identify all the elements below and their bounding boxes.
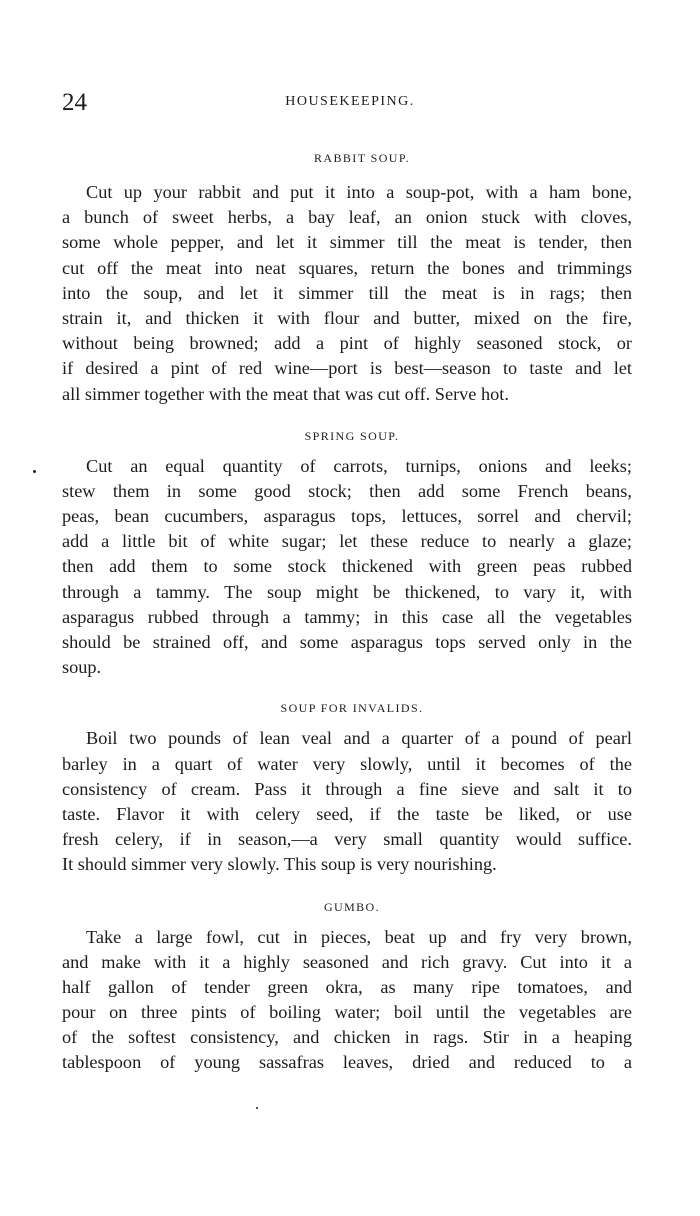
text-line: pour on three pints of boiling water; boil until the vegetables are bbox=[62, 1002, 632, 1023]
recipe-heading: SPRING SOUP. bbox=[304, 428, 400, 443]
text-line: a bunch of sweet herbs, a bay leaf, an onion stuck with cloves, bbox=[62, 207, 632, 228]
text-line: soup. bbox=[62, 657, 102, 678]
text-line: and make with it a highly seasoned and rich gravy. Cut into it a bbox=[62, 951, 632, 972]
text-line: Cut an equal quantity of carrots, turnips, onions and leeks; bbox=[86, 455, 632, 476]
recipe-paragraph bbox=[62, 454, 632, 681]
text-line: tablespoon of young sassafras leaves, dried and reduced to a bbox=[62, 1052, 632, 1073]
text-line: through a tammy. The soup might be thickened, to vary it, with bbox=[62, 581, 632, 602]
text-line: all simmer together with the meat that was cut off. Serve hot. bbox=[62, 383, 509, 404]
text-line: Take a large fowl, cut in pieces, beat up and fry very brown, bbox=[86, 926, 632, 947]
running-title: HOUSEKEEPING. bbox=[285, 94, 415, 109]
recipe-paragraph bbox=[62, 925, 632, 1076]
page-body bbox=[62, 148, 632, 1076]
running-head bbox=[62, 86, 638, 120]
recipe-heading: SOUP FOR INVALIDS. bbox=[280, 701, 424, 716]
text-line: without being browned; add a pint of highly seasoned stock, or bbox=[62, 333, 632, 354]
text-line: stew them in some good stock; then add some French beans, bbox=[62, 480, 632, 501]
text-line: strain it, and thicken it with flour and butter, mixed on the fire, bbox=[62, 307, 632, 328]
text-line: of the softest consistency, and chicken in rags. Stir in a heaping bbox=[62, 1027, 632, 1048]
text-line: should be strained off, and some asparagus tops served only in the bbox=[62, 632, 632, 652]
text-line: taste. Flavor it with celery seed, if the taste be liked, or use bbox=[62, 803, 632, 824]
text-line: if desired a pint of red wine—port is best—season to taste and let bbox=[62, 358, 632, 379]
recipe-spring-soup bbox=[62, 426, 632, 681]
text-line: Cut up your rabbit and put it into a soup-pot, with a ham bone, bbox=[86, 182, 632, 202]
recipe-soup-for-invalids bbox=[62, 698, 632, 877]
text-line: peas, bean cucumbers, asparagus tops, lettuces, sorrel and chervil; bbox=[62, 506, 632, 527]
text-line: add a little bit of white sugar; let these reduce to nearly a glaze; bbox=[62, 531, 632, 552]
text-line: then add them to some stock thickened with green peas rubbed bbox=[62, 556, 632, 577]
text-line: fresh celery, if in season,—a very small quantity would suffice. bbox=[62, 829, 632, 850]
page-number: 24 bbox=[62, 89, 87, 116]
text-line: half gallon of tender green okra, as many ripe tomatoes, and bbox=[62, 976, 632, 997]
recipe-heading: GUMBO. bbox=[323, 899, 381, 914]
text-line: cut off the meat into neat squares, return the bones and trimmings bbox=[62, 257, 632, 278]
text-line: into the soup, and let it simmer till the meat is in rags; then bbox=[62, 282, 632, 303]
ink-speck bbox=[256, 1107, 258, 1109]
text-line: Boil two pounds of lean veal and a quarter of a pound of pearl bbox=[86, 728, 632, 749]
recipe-rabbit-soup bbox=[62, 148, 632, 407]
recipe-heading: RABBIT SOUP. bbox=[314, 151, 410, 165]
recipe-paragraph bbox=[62, 726, 632, 877]
text-line: asparagus rubbed through a tammy; in this case all the vegetables bbox=[62, 606, 632, 627]
recipe-gumbo bbox=[62, 897, 632, 1076]
recipe-paragraph bbox=[62, 180, 632, 407]
text-line: It should simmer very slowly. This soup is very nourishing. bbox=[62, 854, 497, 875]
text-line: barley in a quart of water very slowly, until it becomes of the bbox=[62, 753, 632, 774]
text-line: some whole pepper, and let it simmer till the meat is tender, then bbox=[62, 232, 632, 253]
ink-speck bbox=[33, 470, 36, 473]
text-line: consistency of cream. Pass it through a fine sieve and salt it to bbox=[62, 778, 632, 799]
